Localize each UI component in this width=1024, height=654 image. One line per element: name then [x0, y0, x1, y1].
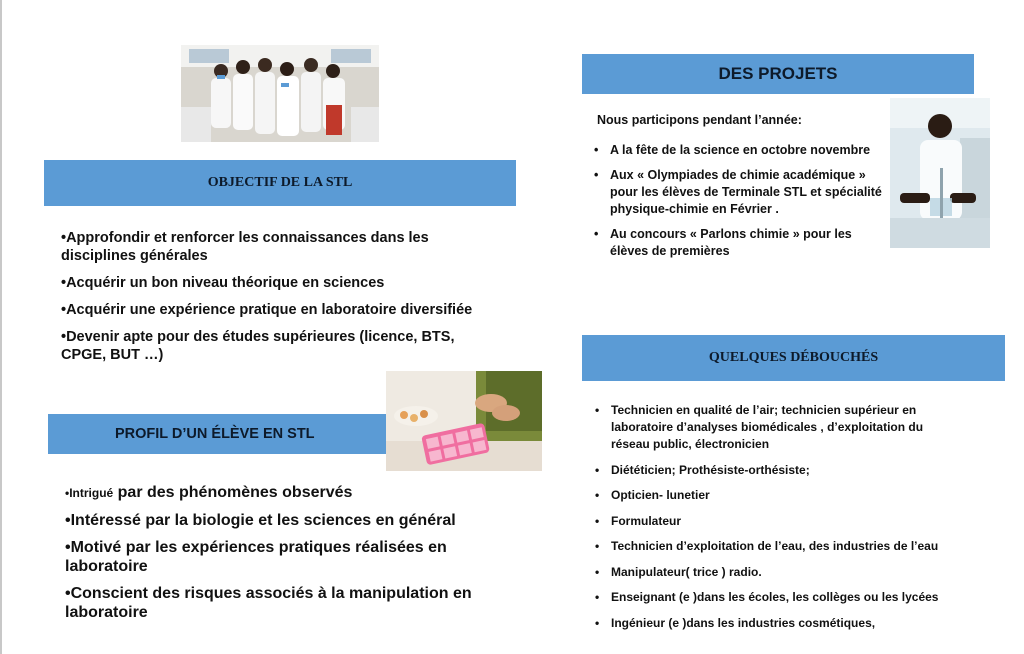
objectif-header — [44, 160, 516, 206]
profil-item-lead: •Intrigué — [65, 486, 114, 500]
objectif-item: •Approfondir et renforcer les connaissances dans les disciplines générales — [61, 230, 429, 264]
debouches-item: • Technicien en qualité de l’air; technicien supérieur en laboratoire d’analyses biomédicales , d’exploitation du réseau public, électronicien — [595, 402, 955, 453]
profil-item: •Motivé par les expériences pratiques réalisées en laboratoire — [65, 539, 447, 575]
debouches-item: • Opticien- lunetier — [595, 487, 955, 504]
profil-item: •Conscient des risques associés à la manipulation en laboratoire — [65, 585, 472, 621]
profil-header — [48, 414, 386, 454]
projets-list — [594, 142, 886, 268]
projets-header — [582, 54, 974, 94]
objectif-item: •Acquérir un bon niveau théorique en sciences — [61, 275, 385, 291]
objectif-item: •Acquérir une expérience pratique en laboratoire diversifiée — [61, 302, 473, 318]
debouches-list — [595, 402, 955, 640]
profil-list — [65, 483, 505, 630]
debouches-item: • Diététicien; Prothésiste-orthésiste; — [595, 462, 955, 479]
projets-item: • Au concours « Parlons chimie » pour les élèves de premières — [594, 226, 886, 260]
debouches-item: • Formulateur — [595, 513, 955, 530]
debouches-item: • Ingénieur (e )dans les industries cosmétiques, — [595, 615, 955, 632]
projets-title: DES PROJETS — [718, 64, 838, 83]
debouches-title: QUELQUES DÉBOUCHÉS — [708, 350, 879, 365]
profil-item: •Intéressé par la biologie et les sciences en général — [65, 512, 456, 529]
debouches-item: • Manipulateur( trice ) radio. — [595, 564, 955, 581]
students-group-photo — [181, 45, 379, 142]
page-left-edge — [0, 0, 2, 654]
projets-item: • A la fête de la science en octobre novembre — [594, 142, 886, 159]
debouches-item: • Enseignant (e )dans les écoles, les collèges ou les lycées — [595, 589, 955, 606]
lab-soap-mold-photo — [386, 371, 542, 471]
profil-item — [65, 483, 505, 503]
profil-item-rest: par des phénomènes observés — [113, 484, 353, 501]
objectif-list — [61, 229, 481, 373]
projets-intro: Nous participons pendant l’année: — [597, 113, 802, 127]
debouches-item: • Technicien d’exploitation de l’eau, des industries de l’eau — [595, 538, 955, 555]
projets-item: • Aux « Olympiades de chimie académique » pour les élèves de Terminale STL et spécialité physique-chimie en Février . — [594, 167, 886, 218]
profil-title: PROFIL D’UN ÉLÈVE EN STL — [115, 426, 315, 442]
objectif-title: OBJECTIF DE LA STL — [207, 175, 353, 190]
debouches-header — [582, 335, 1005, 381]
chemist-photo — [890, 98, 990, 248]
objectif-item: •Devenir apte pour des études supérieures (licence, BTS, CPGE, BUT …) — [61, 329, 455, 363]
